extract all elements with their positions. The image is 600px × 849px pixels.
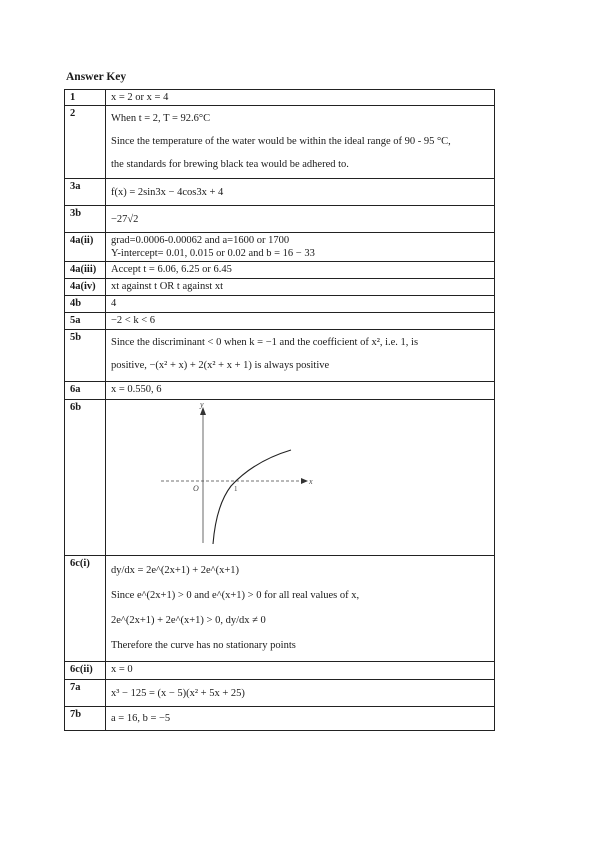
table-row [65, 662, 495, 680]
answer-line: dy/dx = 2e^(2x+1) + 2e^(x+1) [111, 565, 240, 576]
question-number: 4a(ii) [65, 233, 106, 262]
table-row [65, 279, 495, 296]
page-title: Answer Key [66, 71, 127, 83]
answer-line: positive, −(x² + x) + 2(x² + x + 1) is always positive [111, 360, 330, 371]
answer-line: a = 16, b = −5 [111, 713, 171, 724]
question-number: 6c(i) [65, 556, 106, 662]
table-row [65, 330, 495, 382]
answer-cell [106, 90, 495, 106]
table-row [65, 556, 495, 662]
question-number: 7a [65, 680, 106, 707]
answer-cell [106, 556, 495, 662]
question-number: 6c(ii) [65, 662, 106, 680]
y-label: y [200, 401, 204, 409]
answer-line: Therefore the curve has no stationary points [111, 640, 296, 651]
table-row [65, 179, 495, 206]
answer-cell [106, 313, 495, 330]
question-number: 4b [65, 296, 106, 313]
curve [213, 450, 291, 544]
answer-cell [106, 179, 495, 206]
answer-line: x³ − 125 = (x − 5)(x² + 5x + 25) [111, 687, 245, 699]
question-number: 2 [65, 106, 106, 179]
answer-key-table [64, 89, 495, 731]
question-number: 1 [65, 90, 106, 106]
answer-cell [106, 330, 495, 382]
table-row [65, 296, 495, 313]
answer-line: x = 0 [111, 664, 133, 675]
answer-cell [106, 662, 495, 680]
graph-cell [106, 400, 495, 556]
answer-line: Accept t = 6.06, 6.25 or 6.45 [111, 264, 232, 275]
question-number: 5b [65, 330, 106, 382]
answer-cell [106, 296, 495, 313]
answer-cell [106, 382, 495, 400]
answer-line: the standards for brewing black tea would be adhered to. [111, 159, 349, 170]
answer-line: Y-intercept= 0.01, 0.015 or 0.02 and b = 16 − 33 [111, 248, 315, 259]
answer-line: −27√2 [111, 213, 139, 225]
answer-line: x = 0.550, 6 [111, 384, 162, 395]
question-number: 6a [65, 382, 106, 400]
answer-line: x = 2 or x = 4 [111, 92, 169, 103]
table-row [65, 400, 495, 556]
answer-cell [106, 680, 495, 707]
x-axis-arrow [301, 478, 308, 484]
question-number: 3a [65, 179, 106, 206]
answer-line: Since the temperature of the water would be within the ideal range of 90 - 95 °C, [111, 136, 451, 147]
table-row [65, 90, 495, 106]
table-row [65, 233, 495, 262]
answer-line: −2 < k < 6 [111, 315, 156, 326]
answer-line: When t = 2, T = 92.6°C [111, 113, 211, 124]
answer-line: 2e^(2x+1) + 2e^(x+1) > 0, dy/dx ≠ 0 [111, 615, 266, 626]
answer-cell [106, 279, 495, 296]
answer-cell [106, 206, 495, 233]
question-number: 4a(iii) [65, 262, 106, 279]
sketch-graph [151, 401, 321, 551]
table-row [65, 262, 495, 279]
answer-cell [106, 262, 495, 279]
table-row [65, 382, 495, 400]
answer-cell [106, 106, 495, 179]
answer-line: f(x) = 2sin3x − 4cos3x + 4 [111, 186, 224, 198]
table-row [65, 313, 495, 330]
question-number: 6b [65, 400, 106, 556]
table-row [65, 206, 495, 233]
x-label: x [309, 477, 313, 486]
answer-cell [106, 233, 495, 262]
answer-line: Since e^(2x+1) > 0 and e^(x+1) > 0 for all real values of x, [111, 590, 360, 601]
table-row [65, 680, 495, 707]
question-number: 3b [65, 206, 106, 233]
question-number: 4a(iv) [65, 279, 106, 296]
table-row [65, 106, 495, 179]
point-label: 1 [234, 485, 238, 493]
answer-line: 4 [111, 298, 117, 309]
question-number: 7b [65, 707, 106, 731]
answer-cell [106, 707, 495, 731]
question-number: 5a [65, 313, 106, 330]
table-row [65, 707, 495, 731]
answer-line: xt against t OR t against xt [111, 281, 223, 292]
answer-line: Since the discriminant < 0 when k = −1 and the coefficient of x², i.e. 1, is [111, 337, 419, 348]
answer-line: grad=0.0006-0.00062 and a=1600 or 1700 [111, 235, 290, 246]
origin-label: O [193, 484, 199, 493]
